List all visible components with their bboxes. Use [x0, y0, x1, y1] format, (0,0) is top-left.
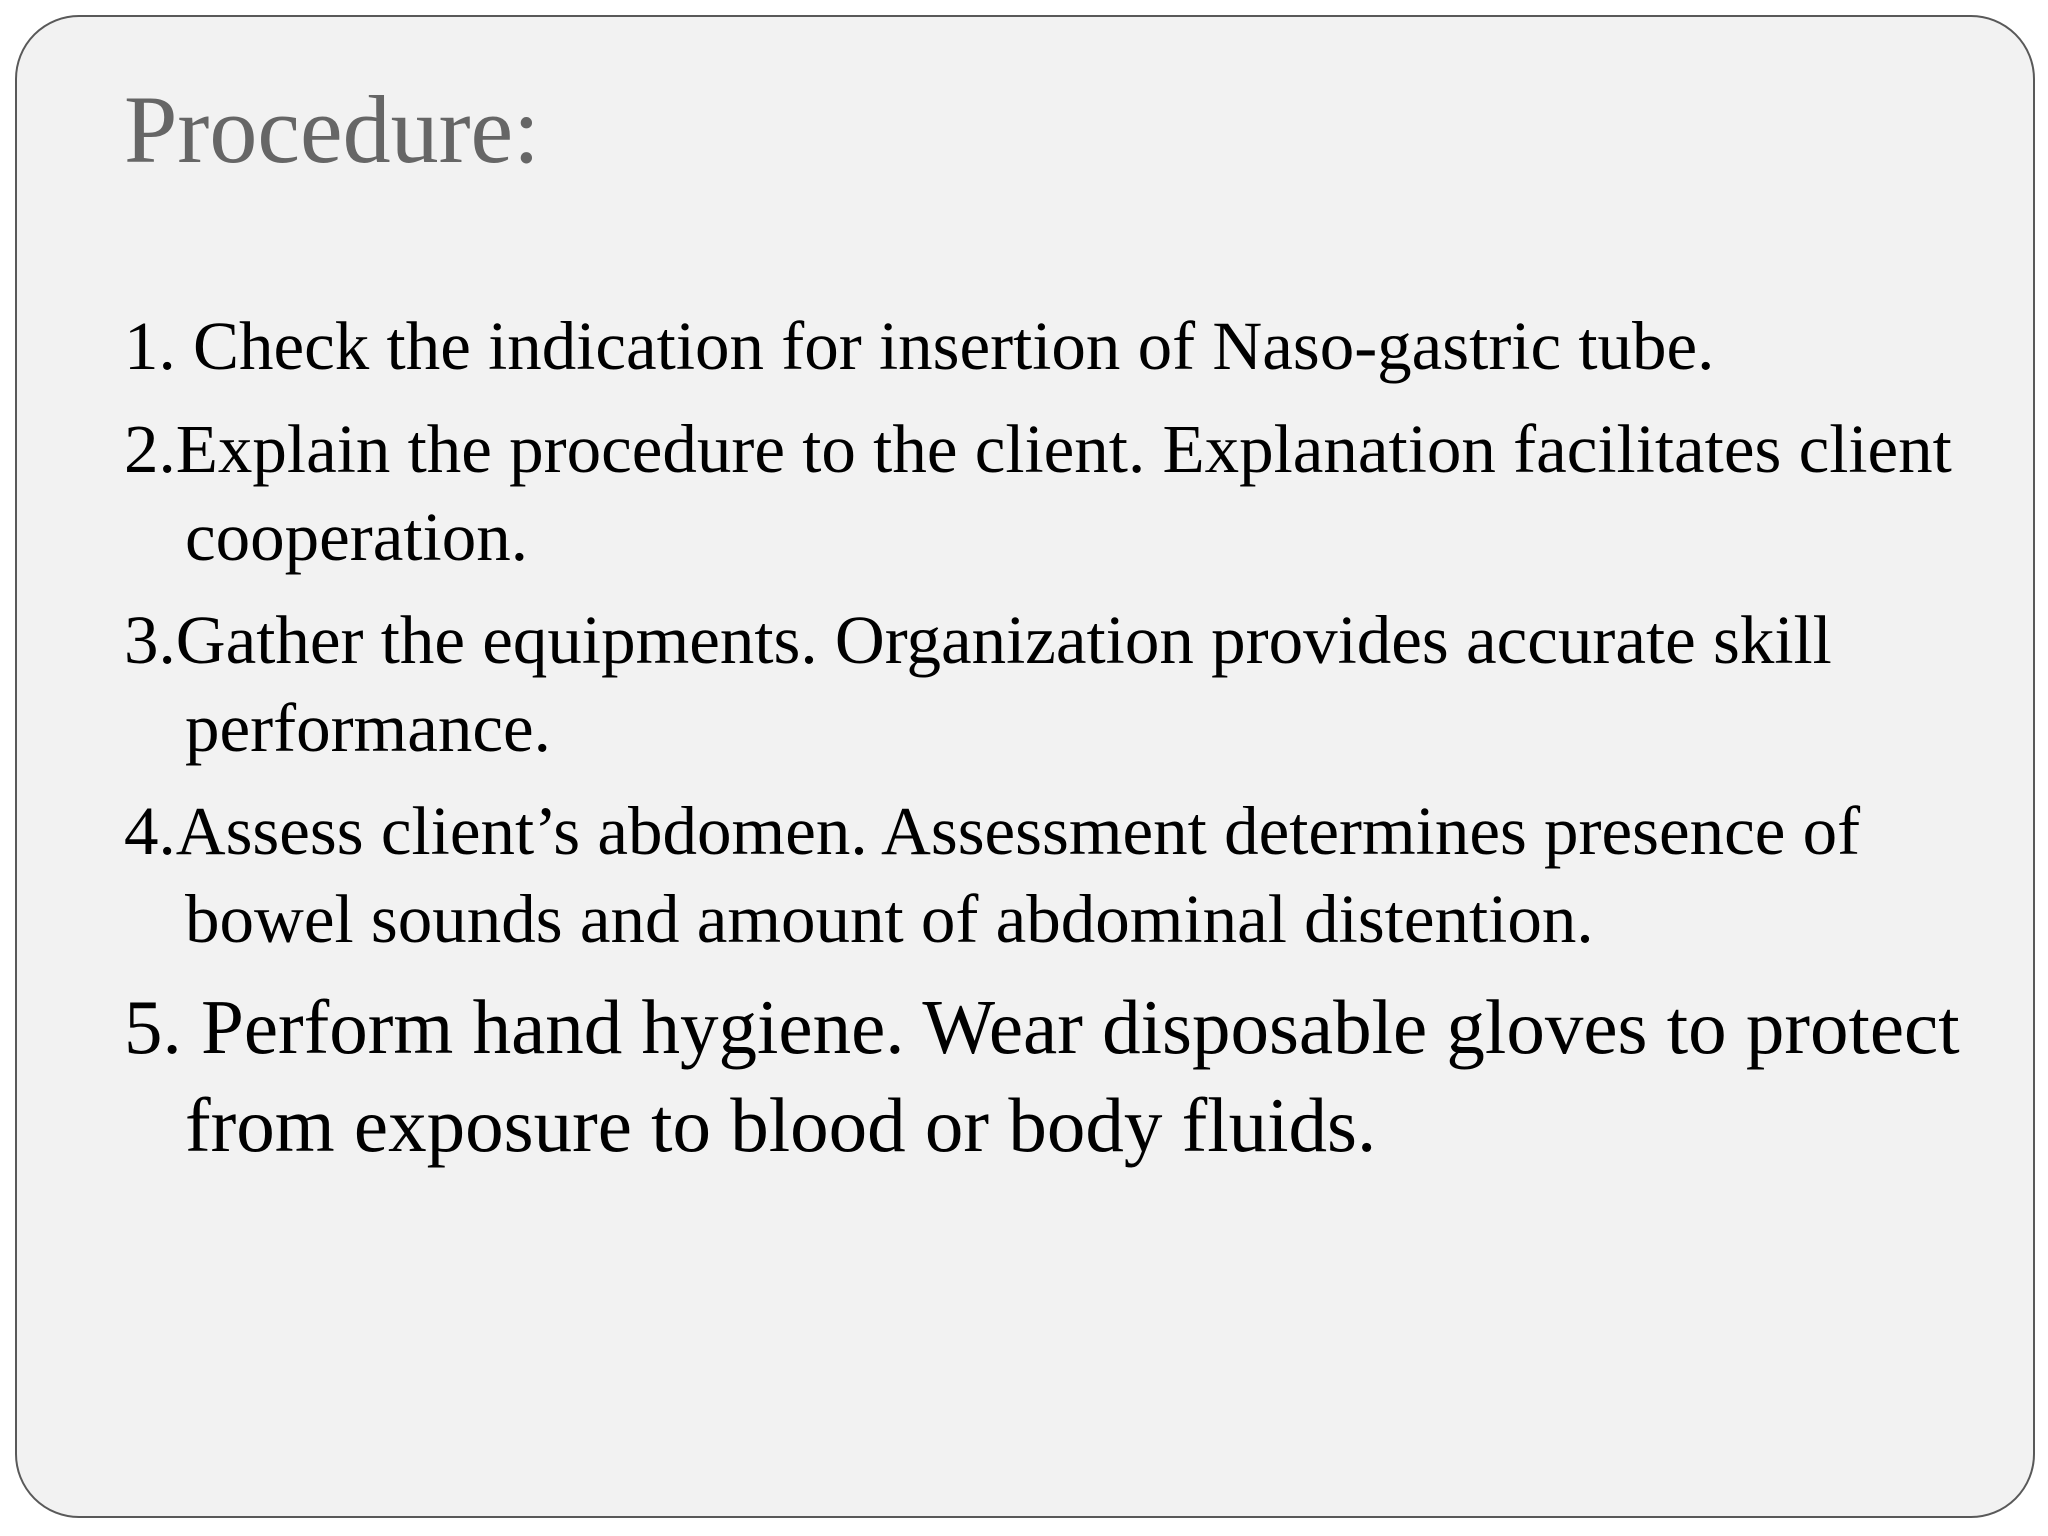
slide-title: Procedure:	[124, 76, 540, 183]
procedure-step-5: 5. Perform hand hygiene. Wear disposable gloves to protect from exposure to blood or body fluids.	[124, 984, 1960, 1168]
procedure-step-4: 4.Assess client’s abdomen. Assessment determines presence of bowel sounds and amount of abdominal distention.	[124, 793, 1861, 957]
procedure-steps-list	[124, 302, 1984, 1189]
procedure-step-3: 3.Gather the equipments. Organization provides accurate skill performance.	[124, 602, 1832, 766]
procedure-step-1: 1. Check the indication for insertion of Naso-gastric tube.	[124, 308, 1715, 384]
procedure-step-2: 2.Explain the procedure to the client. Explanation facilitates client cooperation.	[124, 411, 1952, 575]
slide	[15, 15, 2035, 1518]
